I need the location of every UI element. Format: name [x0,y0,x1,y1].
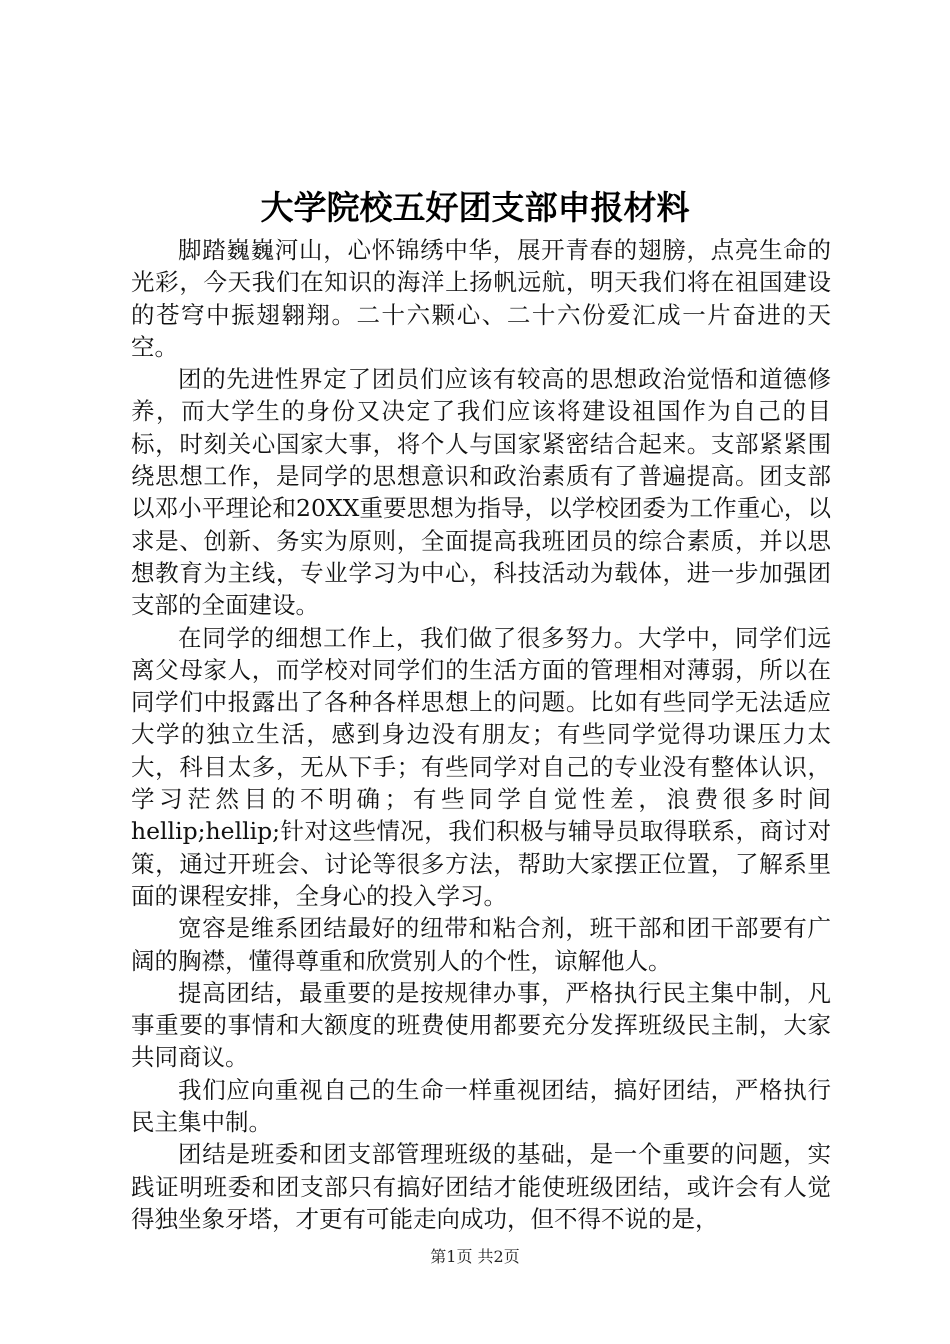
paragraph: 我们应向重视自己的生命一样重视团结，搞好团结，严格执行民主集中制。 [131,1075,831,1137]
paragraph: 脚踏巍巍河山，心怀锦绣中华，展开青春的翅膀，点亮生命的光彩，今天我们在知识的海洋上扬帆远航，明天我们将在祖国建设的苍穹中振翅翱翔。二十六颗心、二十六份爱汇成一片奋进的天空。 [131,236,831,361]
paragraph: 团的先进性界定了团员们应该有较高的思想政治觉悟和道德修养，而大学生的身份又决定了我们应该将建设祖国作为自己的目标，时刻关心国家大事，将个人与国家紧密结合起来。支部紧紧围绕思想工作，是同学的思想意识和政治素质有了普遍提高。团支部以邓小平理论和20XX重要思想为指导，以学校团委为工作重心，以求是、创新、务实为原则，全面提高我班团员的综合素质，并以思想教育为主线，专业学习为中心，科技活动为载体，进一步加强团支部的全面建设。 [131,365,831,620]
paragraph: 宽容是维系团结最好的纽带和粘合剂，班干部和团干部要有广阔的胸襟，懂得尊重和欣赏别人的个性，谅解他人。 [131,914,831,975]
document-body [131,234,831,1235]
paragraph: 在同学的细想工作上，我们做了很多努力。大学中，同学们远离父母家人，而学校对同学们的生活方面的管理相对薄弱，所以在同学们中报露出了各种各样思想上的问题。比如有些同学无法适应大学的独立生活，感到身边没有朋友；有些同学觉得功课压力太大，科目太多，无从下手；有些同学对自己的专业没有整体认识，学习茫然目的不明确；有些同学自觉性差，浪费很多时间hellip;hellip;针对这些情况，我们积极与辅导员取得联系，商讨对策，通过开班会、讨论等很多方法，帮助大家摆正位置，了解系里面的课程安排，全身心的投入学习。 [131,623,831,910]
page-number-footer: 第1页 共2页 [430,1247,520,1266]
paragraph: 提高团结，最重要的是按规律办事，严格执行民主集中制，凡事重要的事情和大额度的班费使用都要充分发挥班级民主制，大家共同商议。 [131,978,831,1072]
document-title: 大学院校五好团支部申报材料 [260,188,690,227]
paragraph: 团结是班委和团支部管理班级的基础，是一个重要的问题，实践证明班委和团支部只有搞好团结才能使班级团结，或许会有人觉得独坐象牙塔，才更有可能走向成功，但不得不说的是， [131,1140,831,1233]
